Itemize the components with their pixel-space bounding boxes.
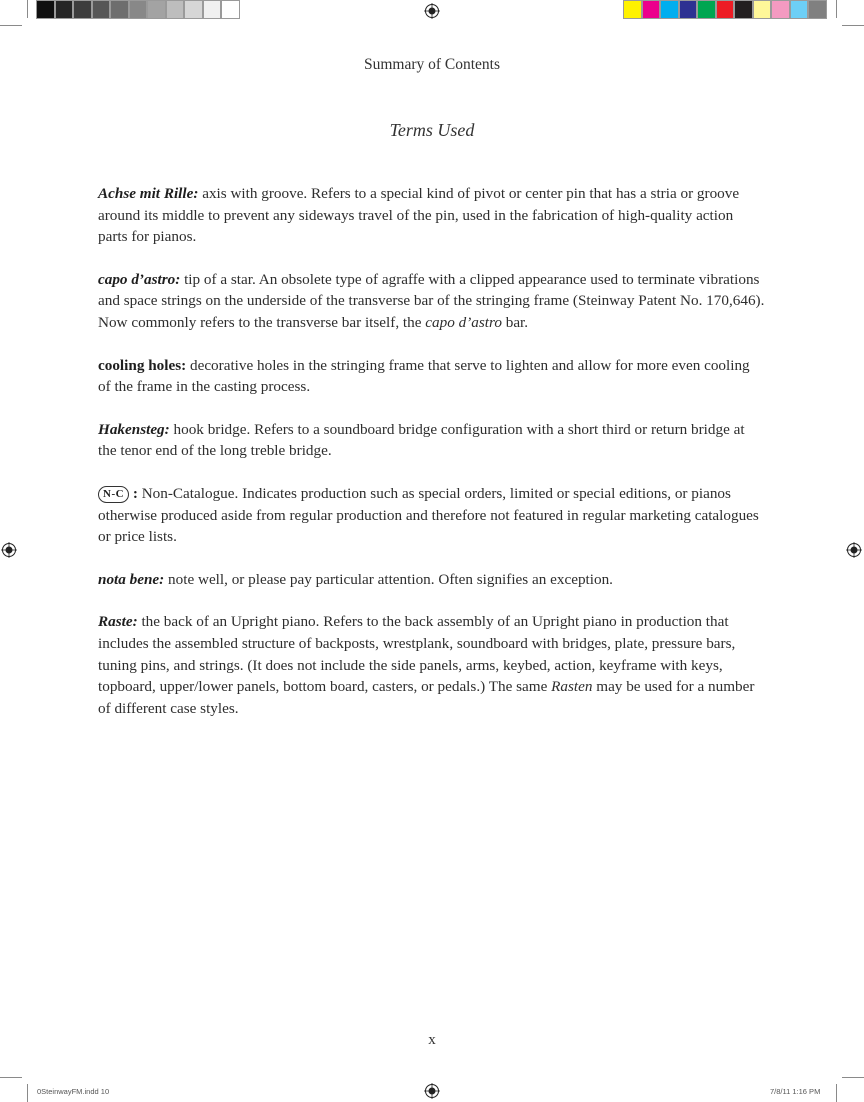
term-definition: Non-Catalogue. Indicates production such as special orders, limited or special editions, or pianos otherwise produced aside from regular production and therefore not featured in regular marketing catalogues or price lists. <box>98 484 759 546</box>
color-swatch <box>697 0 716 19</box>
color-swatch <box>55 0 74 19</box>
running-head: Summary of Contents <box>363 56 501 73</box>
terms-list <box>98 183 766 740</box>
color-swatch <box>660 0 679 19</box>
term-name: cooling holes: <box>98 356 187 374</box>
page-number: x <box>428 1032 436 1048</box>
term-definition: the back of an Upright piano. Refers to the back assembly of an Upright piano in production that includes the assembled structure of backposts, wrestplank, soundboard with bridges, plate, pressure bars, tuning pins, and strings. (It does not include the side panels, arms, keybed, action, keyframe with keys, topboard, upper/lower panels, bottom board, casters, or pedals.) The same <box>98 613 736 696</box>
crop-mark <box>27 0 28 18</box>
color-swatch <box>203 0 222 19</box>
color-swatch <box>790 0 809 19</box>
color-swatch <box>129 0 148 19</box>
term-entry <box>98 569 766 591</box>
term-entry <box>98 483 766 548</box>
color-swatch <box>147 0 166 19</box>
crop-mark <box>836 0 837 18</box>
term-definition: axis with groove. Refers to a special kind of pivot or center pin that has a stria or groove around its middle to prevent any sideways travel of the pin, used in the fabrication of high-quality action parts for pianos. <box>98 185 740 246</box>
registration-mark-icon <box>1 542 17 558</box>
term-entry <box>98 419 766 462</box>
term-entry <box>98 183 766 248</box>
color-swatch <box>92 0 111 19</box>
color-swatch <box>771 0 790 19</box>
color-swatch <box>642 0 661 19</box>
color-swatch <box>734 0 753 19</box>
term-definition: note well, or please pay particular attention. Often signifies an exception. <box>164 570 613 588</box>
grayscale-color-bar <box>36 0 240 19</box>
term-definition: tip of a star. An obsolete type of agraffe with a clipped appearance used to terminate vibrations and space strings on the underside of the transverse bar of the stringing frame (Steinway Patent No. 170,646). Now commonly refers to the transverse bar itself, the <box>98 270 765 331</box>
term-emphasis: Rasten <box>551 678 593 696</box>
term-name: Hakensteg: <box>98 420 170 438</box>
color-swatch <box>221 0 240 19</box>
term-name: Raste: <box>98 613 138 631</box>
term-entry <box>98 611 766 719</box>
term-emphasis: capo d’astro <box>425 313 502 331</box>
registration-mark-icon <box>846 542 862 558</box>
crop-mark <box>836 1084 837 1102</box>
color-swatch <box>753 0 772 19</box>
term-definition: decorative holes in the stringing frame that serve to lighten and allow for more even cooling of the frame in the casting process. <box>98 356 750 396</box>
registration-mark-icon <box>424 1083 440 1099</box>
term-name: nota bene: <box>98 570 165 588</box>
color-swatch <box>166 0 185 19</box>
color-swatch <box>110 0 129 19</box>
crop-mark <box>27 1084 28 1102</box>
crop-mark <box>842 25 864 26</box>
color-swatch <box>623 0 642 19</box>
color-swatch <box>36 0 55 19</box>
slug-timestamp: 7/8/11 1:16 PM <box>770 1087 821 1096</box>
registration-mark-icon <box>424 3 440 19</box>
crop-mark <box>0 1077 22 1078</box>
term-definition-end: bar. <box>501 313 529 331</box>
slug-filename: 0SteinwayFM.indd 10 <box>37 1087 110 1096</box>
color-swatch <box>679 0 698 19</box>
term-definition: hook bridge. Refers to a soundboard bridge configuration with a short third or return bridge at the tenor end of the long treble bridge. <box>98 420 745 460</box>
term-name: capo d’astro: <box>98 270 181 288</box>
color-swatch <box>808 0 827 19</box>
term-name: Achse mit Rille: <box>98 185 199 202</box>
page-title: Terms Used <box>389 120 475 140</box>
term-entry <box>98 355 766 398</box>
crop-mark <box>0 25 22 26</box>
term-entry <box>98 269 766 334</box>
term-colon: : <box>129 484 138 502</box>
color-swatch <box>716 0 735 19</box>
crop-mark <box>842 1077 864 1078</box>
color-swatch <box>73 0 92 19</box>
term-definition-end: may be used for a number of different case styles. <box>98 678 755 717</box>
non-catalogue-badge: N-C <box>98 486 129 503</box>
color-swatch <box>184 0 203 19</box>
process-color-bar <box>623 0 827 19</box>
